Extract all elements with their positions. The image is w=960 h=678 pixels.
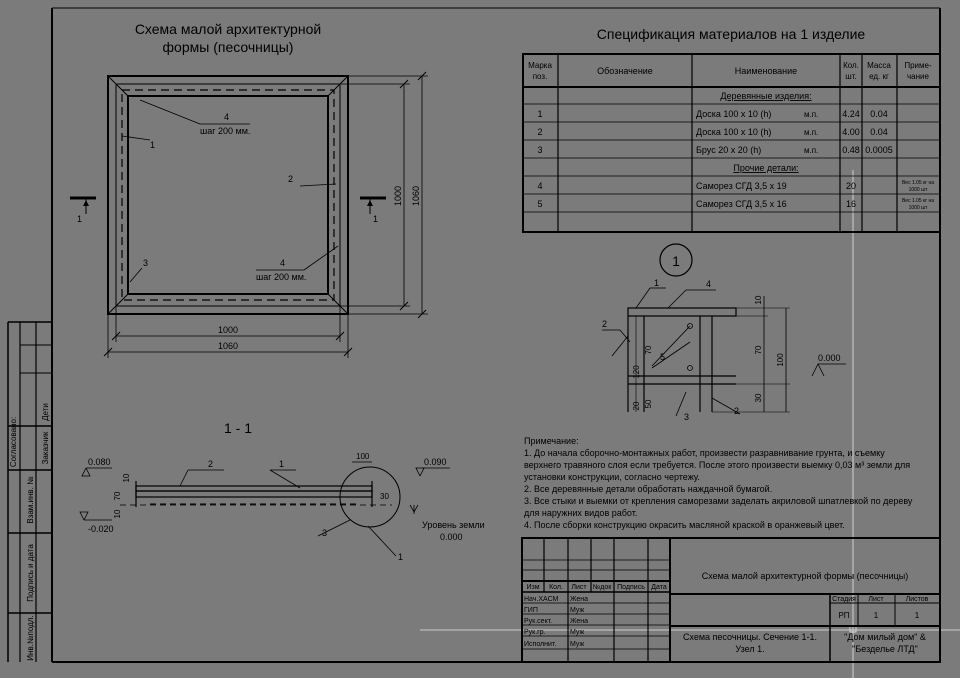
spec-header-mass2: ед. кг — [869, 72, 889, 81]
node-dim-70a: 70 — [644, 345, 653, 355]
side-stamp-label: Подпись и дата — [26, 544, 35, 602]
section-ground-label: Уровень земли — [422, 520, 485, 530]
spec-row-pos: 4 — [537, 181, 543, 191]
spec-row-name: Саморез СГД 3,5 х 19 — [696, 181, 787, 191]
section-dim-10a: 10 — [122, 473, 131, 483]
section-level-bottom-left: -0.020 — [88, 524, 114, 534]
stamp-role: Рук.сект. — [524, 618, 553, 625]
section-title: 1 - 1 — [223, 420, 253, 436]
plan-callout-4b: 4 — [280, 258, 286, 268]
node-dim-20: 20 — [632, 401, 641, 411]
spec-row-qty: 16 — [845, 199, 857, 209]
spec-row-note2: 1000 шт — [908, 187, 928, 193]
stamp-col-header: №док — [592, 584, 612, 591]
plan-dim-inner-h: 1000 — [217, 325, 239, 335]
plan-dim-inner-v: 1000 — [393, 185, 403, 207]
spec-header-mass1: Масса — [867, 61, 891, 70]
spec-header-designation: Обозначение — [597, 66, 653, 76]
node-callout-4: 4 — [706, 279, 712, 289]
spec-row-unit: м.п. — [804, 146, 819, 155]
stamp-person: Жена — [570, 618, 589, 625]
notes-line: 2. Все деревянные детали обработать наждачной бумагой. — [524, 484, 773, 494]
stamp-person: Муж — [570, 629, 585, 636]
stamp-col-header: Подпись — [617, 584, 645, 591]
node-dim-10: 10 — [754, 295, 763, 305]
plan-dim-outer-v: 1060 — [411, 185, 421, 207]
spec-row-mass: 0.04 — [870, 109, 888, 119]
spec-header-mark1: Марка — [528, 61, 552, 70]
spec-header-name: Наименование — [734, 66, 798, 76]
stamp-sheet-label: Лист — [868, 596, 884, 603]
node-dim-120: 120 — [632, 365, 641, 379]
stamp-drawing-title-line2: Узел 1. — [735, 644, 765, 654]
plan-callout-4a: 4 — [224, 112, 230, 122]
plan-cut-left: 1 — [77, 214, 83, 224]
section-callout-1b: 1 — [398, 552, 404, 562]
stamp-col-header: Дата — [651, 584, 667, 591]
node-callout-2: 2 — [602, 319, 608, 329]
spec-row-pos: 1 — [537, 109, 543, 119]
section-level-right: 0.090 — [424, 457, 447, 467]
node-callout-1: 1 — [654, 278, 660, 288]
section-ground-value: 0.000 — [440, 532, 463, 542]
spec-row-qty: 0.48 — [842, 145, 860, 155]
node-callout-3: 3 — [684, 412, 690, 422]
stamp-person: Жена — [570, 596, 589, 603]
side-stamp-approved: Согласовано: — [9, 416, 18, 468]
spec-header-note1: Приме- — [904, 61, 932, 70]
plan-callout-1: 1 — [150, 140, 156, 150]
spec-row-qty: 4.24 — [842, 109, 860, 119]
section-dim-30: 30 — [380, 492, 389, 501]
spec-row-name: Брус 20 х 20 (h) — [696, 145, 762, 155]
section-callout-1: 1 — [279, 459, 285, 469]
plan-callout-3: 3 — [143, 258, 149, 268]
spec-group-other: Прочие детали: — [733, 163, 799, 173]
stamp-role: Исполнит. — [524, 641, 557, 648]
spec-row-mass: 0.0005 — [865, 145, 893, 155]
plan-step-b: шаг 200 мм. — [256, 272, 307, 282]
stamp-role: Нач.ХАСМ — [524, 596, 559, 603]
spec-row-qty: 4.00 — [842, 127, 860, 137]
section-dim-10b: 10 — [113, 509, 122, 519]
node-dim-70b: 70 — [754, 345, 763, 355]
stamp-role: ГИП — [524, 607, 538, 614]
node-dim-100: 100 — [776, 353, 785, 367]
notes-line: верхнего травяного слоя если требуется. После этого произвести выемку 0,03 м³ земли для — [524, 460, 911, 470]
section-dim-100: 100 — [356, 452, 370, 461]
stamp-object-title: Схема малой архитектурной формы (песочницы) — [701, 571, 909, 581]
spec-row-unit: м.п. — [804, 128, 819, 137]
spec-title: Спецификация материалов на 1 изделие — [596, 26, 866, 42]
spec-row-name: Доска 100 х 10 (h) — [696, 127, 772, 137]
side-stamp-label: Заказчик — [41, 431, 50, 465]
stamp-stage-label: Стадия — [832, 596, 856, 603]
stamp-col-header: Кол. — [549, 584, 563, 591]
spec-header-qty1: Кол. — [843, 61, 859, 70]
notes-heading: Примечание: — [524, 436, 579, 446]
stamp-stage-value: РП — [838, 611, 850, 620]
spec-row-pos: 3 — [537, 145, 543, 155]
plan-step-a: шаг 200 мм. — [200, 126, 251, 136]
spec-row-note2: 1000 шт — [908, 205, 928, 211]
notes-line: установки конструкции, согласно чертежу. — [524, 472, 700, 482]
stamp-col-header: Изм — [526, 584, 540, 591]
spec-row-qty: 20 — [845, 181, 857, 191]
node-callout-5: 5 — [660, 352, 666, 362]
spec-row-name: Саморез СГД 3,5 х 16 — [696, 199, 787, 209]
spec-row-pos: 5 — [537, 199, 543, 209]
spec-header-qty2: шт. — [845, 72, 857, 81]
stamp-col-header: Лист — [571, 584, 587, 591]
notes-line: для наружних видов работ. — [524, 508, 638, 518]
spec-row-mass: 0.04 — [870, 127, 888, 137]
side-stamp-label: Инв.№подл. — [26, 615, 35, 661]
stamp-person: Муж — [570, 607, 585, 614]
stamp-drawing-title-line1: Схема песочницы. Сечение 1-1. — [682, 632, 818, 642]
spec-group-wood: Деревянные изделия: — [720, 91, 812, 101]
side-stamp-label: Дети — [41, 403, 50, 421]
spec-row-note1: Вес 1.05 кг на — [901, 198, 935, 204]
section-dim-70: 70 — [113, 491, 122, 501]
spec-row-pos: 2 — [537, 127, 543, 137]
node-callout-2b: 2 — [734, 406, 740, 416]
section-level-top-left: 0.080 — [88, 457, 111, 467]
node-level: 0.000 — [818, 353, 841, 363]
stamp-sheets-value: 1 — [914, 611, 920, 620]
spec-header-mark2: поз. — [532, 72, 548, 81]
stamp-role: Рук.гр. — [524, 629, 546, 636]
spec-header-note2: чание — [907, 72, 929, 81]
node-dim-50: 50 — [644, 399, 653, 409]
plan-cut-right: 1 — [373, 214, 379, 224]
plan-title-line1: Схема малой архитектурной — [134, 21, 322, 37]
node-number: 1 — [672, 253, 680, 269]
section-callout-3: 3 — [322, 528, 328, 538]
node-dim-30: 30 — [754, 393, 763, 403]
stamp-sheet-value: 1 — [873, 611, 879, 620]
stamp-sheets-label: Листов — [905, 596, 929, 603]
plan-dim-outer-h: 1060 — [217, 341, 239, 351]
stamp-person: Муж — [570, 641, 585, 648]
notes-line: 3. Все стыки и выемки от крепления саморезами заделать акриловой шпатлевкой по дереву — [524, 496, 913, 506]
section-callout-2: 2 — [208, 459, 214, 469]
spec-row-unit: м.п. — [804, 110, 819, 119]
stamp-company-line2: "Безделье ЛТД" — [852, 644, 918, 654]
stamp-company-line1: "Дом милый дом" & — [844, 632, 926, 642]
notes-line: 4. После сборки конструкцию окрасить масляной краской в оранжевый цвет. — [524, 520, 845, 530]
spec-row-note1: Вес 1.05 кг на — [901, 180, 935, 186]
side-stamp-label: Взам.инв. № — [26, 476, 35, 524]
plan-callout-2: 2 — [288, 174, 294, 184]
spec-row-name: Доска 100 х 10 (h) — [696, 109, 772, 119]
plan-title-line2: формы (песочницы) — [162, 39, 294, 55]
notes-line: 1. До начала сборочно-монтажных работ, произвести разравнивание грунта, и съемку — [524, 448, 885, 458]
